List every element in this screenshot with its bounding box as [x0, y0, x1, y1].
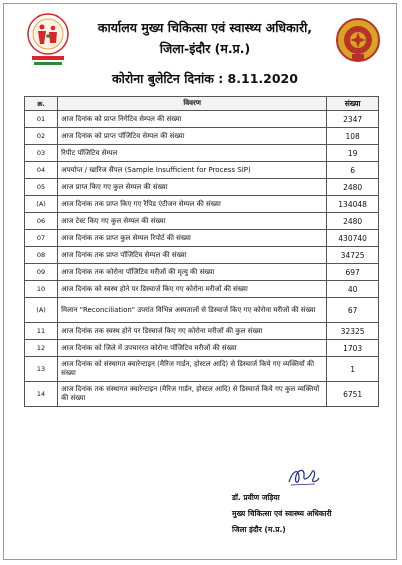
row-serial: 05 — [25, 179, 58, 196]
state-emblem-seal — [335, 14, 381, 66]
row-description: रिपीट पॉजिटिव सेम्पल — [58, 145, 327, 162]
row-serial: 10 — [25, 281, 58, 298]
table-row — [25, 340, 379, 357]
table-row — [25, 179, 379, 196]
row-serial: 13 — [25, 357, 58, 382]
row-description: अपर्याप्त / खारिज सैंपल (Sample Insufficient for Process SIP) — [58, 162, 327, 179]
officer-designation: मुख्य चिकित्सा एवं स्वास्थ्य अधिकारी — [232, 509, 332, 518]
header-description: विवरण — [58, 97, 327, 111]
row-count: 6751 — [327, 382, 379, 407]
row-description: आज दिनांक तक प्राप्त पॉजिटिव सेम्पल की संख्या — [58, 247, 327, 264]
row-description: आज दिनांक तक प्राप्त कुल सेम्पल रिपोर्ट की संख्या — [58, 230, 327, 247]
row-description: आज दिनांक को संस्थागत क्वारेन्टाइन (मैरिज गार्डन, होस्टल आदि) से डिस्चार्ज किये गए व्यक्तियों की संख्या — [58, 357, 327, 382]
row-count: 2480 — [327, 213, 379, 230]
row-count: 2347 — [327, 111, 379, 128]
row-serial: 08 — [25, 247, 58, 264]
row-description: आज दिनांक तक कोरोना पॉजिटिव मरीजों की मृत्यु की संख्या — [58, 264, 327, 281]
bulletin-title: कोरोना बुलेटिन दिनांक : 8.11.2020 — [112, 71, 298, 86]
bulletin-table — [24, 96, 379, 407]
row-description: आज दिनांक को प्राप्त निगेटिव सेम्पल की संख्या — [58, 111, 327, 128]
row-count: 6 — [327, 162, 379, 179]
row-count: 1 — [327, 357, 379, 382]
table-row — [25, 145, 379, 162]
table-row — [25, 162, 379, 179]
row-description: मिलान "Reconciliation" उपरांत विभिन्न अस्पतालों से डिस्चार्ज किए गए कोरोना मरीजों की संख्या — [58, 298, 327, 323]
table-row — [25, 128, 379, 145]
table-row — [25, 357, 379, 382]
signature-mark — [285, 464, 321, 488]
row-description: आज प्राप्त किए गए कुल सेम्पल की संख्या — [58, 179, 327, 196]
row-description: आज दिनांक को स्वस्थ होने पर डिस्चार्ज किए गए कोरोना मरीजों की संख्या — [58, 281, 327, 298]
row-count: 108 — [327, 128, 379, 145]
row-description: आज दिनांक तक प्राप्त किए गए रैपिड एंटीजन सेम्पल की संख्या — [58, 196, 327, 213]
table-row — [25, 247, 379, 264]
row-count: 40 — [327, 281, 379, 298]
row-count: 67 — [327, 298, 379, 323]
row-description: आज दिनांक को जिले में उपचाररत कोरोना पॉजिटिव मरीजों की संख्या — [58, 340, 327, 357]
table-row — [25, 196, 379, 213]
table-row — [25, 230, 379, 247]
officer-district: जिला इंदौर (म.प्र.) — [232, 525, 286, 534]
row-serial: 02 — [25, 128, 58, 145]
row-description: आज दिनांक तक संस्थागत क्वारेन्टाइन (मैरिज गार्डन, होस्टल आदि) से डिस्चार्ज किये गए कुल व्यक्तियों की संख्या — [58, 382, 327, 407]
office-title: कार्यालय मुख्य चिकित्सा एवं स्वास्थ्य अधिकारी, — [97, 20, 313, 35]
row-count: 134048 — [327, 196, 379, 213]
table-row — [25, 298, 379, 323]
row-serial: 14 — [25, 382, 58, 407]
row-count: 697 — [327, 264, 379, 281]
row-serial: (A) — [25, 196, 58, 213]
officer-name: डॉ. प्रवीण जड़िया — [232, 493, 280, 502]
row-serial: 12 — [25, 340, 58, 357]
row-serial: 11 — [25, 323, 58, 340]
table-row — [25, 281, 379, 298]
row-description: आज दिनांक तक स्वस्थ होने पर डिस्चार्ज किए गए कोरोना मरीजों की कुल संख्या — [58, 323, 327, 340]
row-count: 2480 — [327, 179, 379, 196]
row-count: 430740 — [327, 230, 379, 247]
table-row — [25, 111, 379, 128]
table-row — [25, 213, 379, 230]
table-body — [25, 111, 379, 407]
row-serial: 07 — [25, 230, 58, 247]
row-serial: 06 — [25, 213, 58, 230]
header-serial: क्र. — [25, 97, 58, 111]
row-description: आज दिनांक को प्राप्त पॉजिटिव सेम्पल की संख्या — [58, 128, 327, 145]
table-header-row — [25, 97, 379, 111]
row-description: आज टेस्ट किए गए कुल सेम्पल की संख्या — [58, 213, 327, 230]
row-count: 32325 — [327, 323, 379, 340]
row-serial: 09 — [25, 264, 58, 281]
row-serial: 01 — [25, 111, 58, 128]
row-count: 1703 — [327, 340, 379, 357]
table-row — [25, 382, 379, 407]
district-title: जिला-इंदौर (म.प्र.) — [159, 41, 251, 56]
row-count: 19 — [327, 145, 379, 162]
header-count: संख्या — [327, 97, 379, 111]
table-row — [25, 323, 379, 340]
row-serial: 03 — [25, 145, 58, 162]
table-row — [25, 264, 379, 281]
row-serial: (A) — [25, 298, 58, 323]
row-count: 34725 — [327, 247, 379, 264]
row-serial: 04 — [25, 162, 58, 179]
